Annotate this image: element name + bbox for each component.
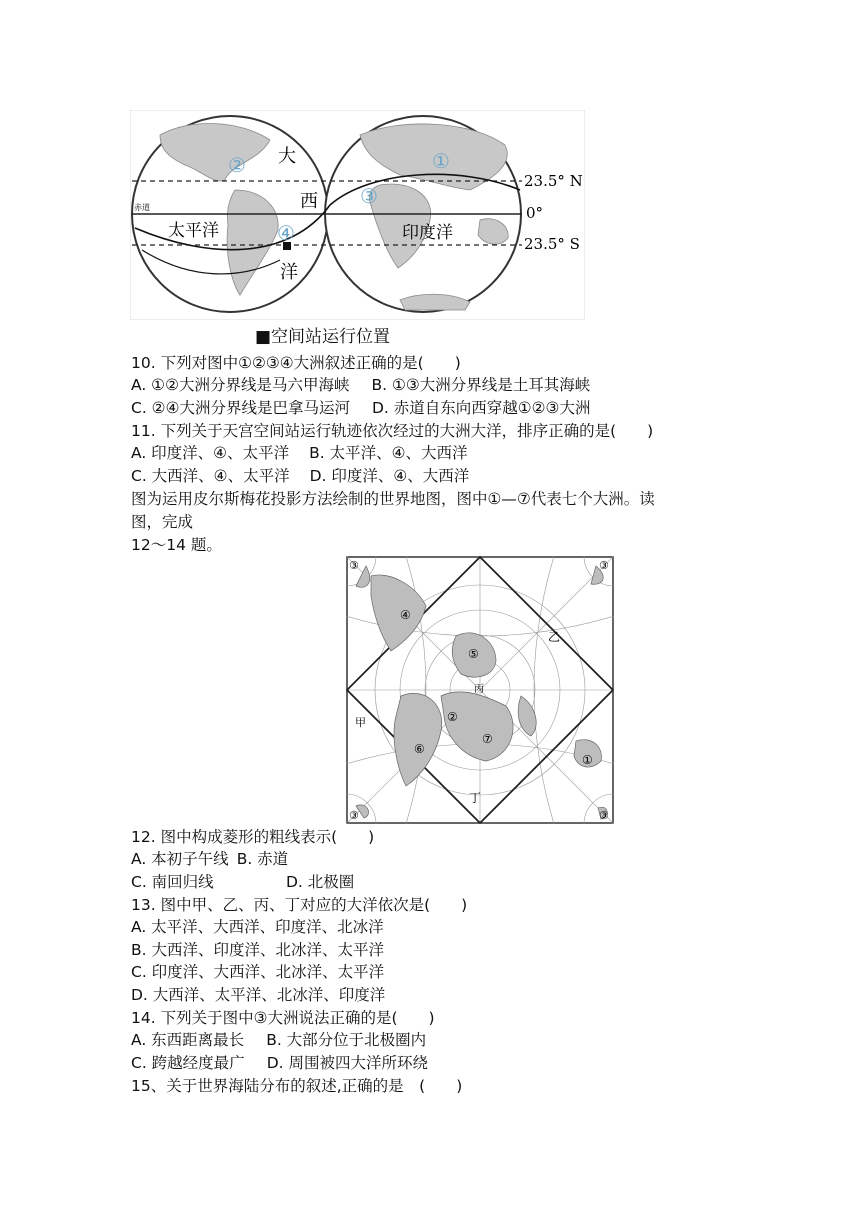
lat-north-label: 23.5° N — [524, 172, 583, 190]
quincuncial-map — [346, 556, 614, 824]
map-caption: ■空间站运行位置 — [255, 327, 391, 347]
ocean-label-yi: 乙 — [548, 630, 561, 644]
ocean-label-ding: 丁 — [469, 791, 482, 805]
question-10-row-1 — [131, 374, 590, 396]
question-10-row-2 — [131, 397, 590, 419]
q11-option-d: D. 印度洋、④、大西洋 — [309, 467, 470, 485]
q12-option-b: B. 赤道 — [236, 850, 289, 868]
intro-line-3: 12～14 题。 — [131, 536, 222, 554]
q14-option-c: C. 跨越经度最广 — [131, 1054, 245, 1072]
lat-equator-label: 0° — [526, 204, 544, 222]
q13-option-b: B. 大西洋、印度洋、北冰洋、太平洋 — [131, 941, 384, 959]
equator-small-label: 赤道 — [134, 203, 150, 212]
continent-label-2: ② — [228, 153, 246, 177]
ocean-label-jia: 甲 — [355, 716, 366, 729]
q13-option-a: A. 太平洋、大西洋、印度洋、北冰洋 — [131, 918, 384, 936]
continent-label-4: ④ — [277, 221, 295, 245]
ocean-label-pacific: 太平洋 — [168, 221, 219, 241]
question-11-row-2 — [131, 465, 469, 487]
p-continent-3-bl: ③ — [349, 809, 359, 822]
question-10-stem: 10. 下列对图中①②③④大洲叙述正确的是( ) — [131, 354, 461, 372]
q12-option-d: D. 北极圈 — [286, 873, 355, 891]
p-continent-2: ② — [447, 710, 458, 724]
q13-option-d: D. 大西洋、太平洋、北冰洋、印度洋 — [131, 986, 386, 1004]
intro-line-2: 图，完成 — [131, 513, 194, 531]
question-14-stem: 14. 下列关于图中③大洲说法正确的是( ) — [131, 1009, 435, 1027]
question-15-stem: 15、关于世界海陆分布的叙述,正确的是 ( ) — [131, 1077, 463, 1095]
question-14-row-1 — [131, 1029, 426, 1051]
q10-option-a: A. ①②大洲分界线是马六甲海峡 — [131, 376, 350, 394]
question-11-row-1 — [131, 442, 467, 464]
question-12-row-2 — [131, 871, 354, 893]
question-12-row-1 — [131, 848, 288, 870]
q11-option-c: C. 大西洋、④、太平洋 — [131, 467, 290, 485]
continent-label-3: ③ — [360, 184, 378, 208]
q12-option-a: A. 本初子午线 — [131, 850, 229, 868]
q11-option-b: B. 太平洋、④、大西洋 — [309, 444, 468, 462]
question-13-stem: 13. 图中甲、乙、丙、丁对应的大洋依次是( ) — [131, 896, 468, 914]
q11-option-a: A. 印度洋、④、太平洋 — [131, 444, 290, 462]
ocean-label-indian: 印度洋 — [402, 223, 453, 243]
p-continent-5: ⑤ — [468, 647, 479, 661]
intro-line-1: 图为运用皮尔斯梅花投影方法绘制的世界地图，图中①—⑦代表七个大洲。读 — [131, 490, 655, 508]
question-14-row-2 — [131, 1052, 428, 1074]
p-continent-7: ⑦ — [482, 732, 493, 746]
q14-option-a: A. 东西距离最长 — [131, 1031, 245, 1049]
q14-option-d: D. 周围被四大洋所环绕 — [266, 1054, 428, 1072]
q12-option-c: C. 南回归线 — [131, 873, 214, 891]
lat-south-label: 23.5° S — [524, 235, 580, 253]
q13-option-c: C. 印度洋、大西洋、北冰洋、太平洋 — [131, 963, 385, 981]
question-11-stem: 11. 下列关于天宫空间站运行轨迹依次经过的大洲大洋，排序正确的是( ) — [131, 422, 654, 440]
q10-option-d: D. 赤道自东向西穿越①②③大洲 — [371, 399, 591, 417]
ocean-label-xi: 西 — [300, 191, 318, 212]
p-continent-3-tl: ③ — [349, 559, 359, 572]
ocean-label-yang: 洋 — [280, 262, 298, 283]
q14-option-b: B. 大部分位于北极圈内 — [266, 1031, 427, 1049]
p-continent-4: ④ — [400, 608, 411, 622]
p-continent-6: ⑥ — [414, 742, 425, 756]
hemispheres-map — [130, 110, 585, 320]
ocean-label-da: 大 — [278, 146, 296, 167]
q10-option-b: B. ①③大洲分界线是土耳其海峡 — [371, 376, 591, 394]
p-continent-1: ① — [582, 753, 593, 767]
p-continent-3-tr: ③ — [599, 559, 609, 572]
question-12-stem: 12. 图中构成菱形的粗线表示( ) — [131, 828, 375, 846]
continent-label-1: ① — [432, 149, 450, 173]
ocean-label-bing: 丙 — [474, 684, 484, 695]
q10-option-c: C. ②④大洲分界线是巴拿马运河 — [131, 399, 350, 417]
p-continent-3-br: ③ — [599, 809, 609, 822]
